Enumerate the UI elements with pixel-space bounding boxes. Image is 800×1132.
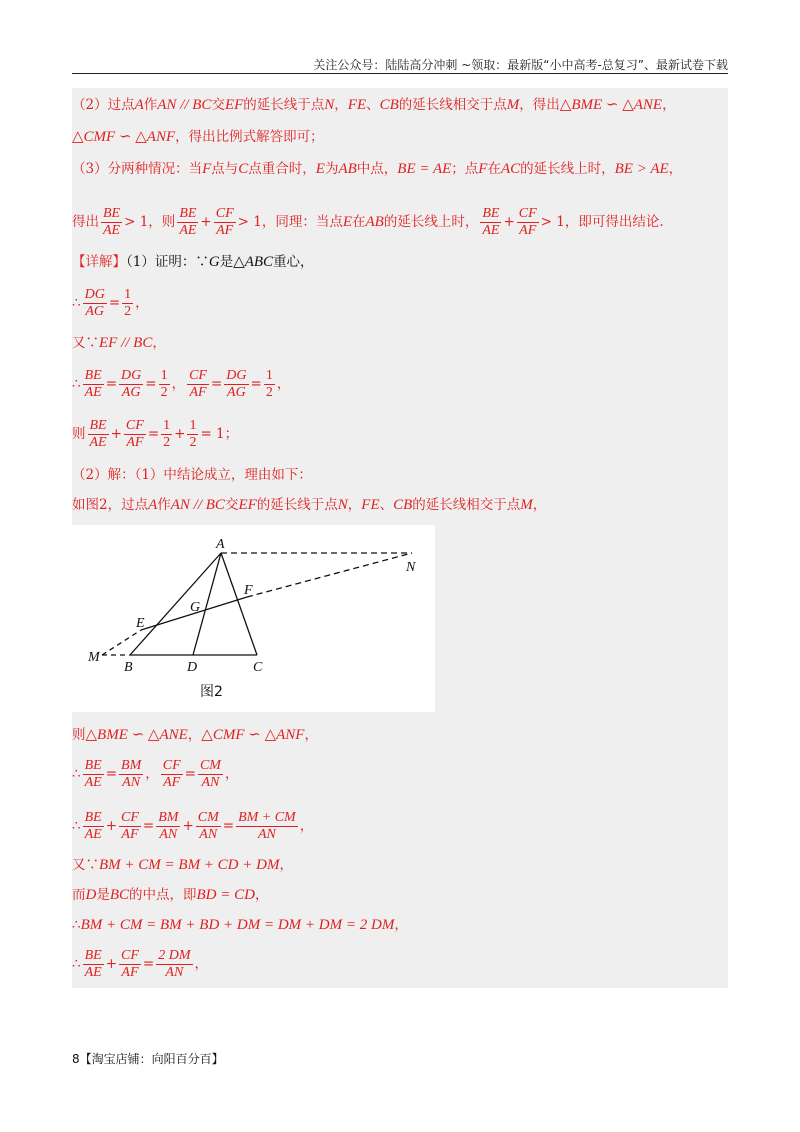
- denominator: AF: [216, 223, 234, 238]
- text: ，: [135, 295, 149, 311]
- denominator: AN: [165, 965, 184, 980]
- page-header: 关注公众号：陆陆高分冲刺 ~领取：最新版“小中高考-总复习”、最新试卷下载: [313, 58, 728, 72]
- label-M: M: [88, 650, 100, 665]
- numerator: BE: [84, 758, 102, 773]
- solution-panel: [72, 88, 728, 988]
- label-A: A: [216, 537, 225, 552]
- text: 的延长线于点: [243, 97, 325, 113]
- fraction: [480, 206, 501, 239]
- text: ，: [279, 857, 293, 873]
- denominator: AF: [189, 385, 207, 400]
- text: （2）解：（1）中结论成立，理由如下：: [72, 467, 312, 483]
- math: AB: [365, 214, 384, 230]
- text: 、: [379, 497, 394, 513]
- detail-line14: ∴ $\frac{BE}{AE}$ + $\frac{CF}{AF}$ = $\frac{2 DM}{AN}$ ，: [72, 948, 208, 980]
- detail-line8: [72, 726, 318, 744]
- numerator: CF: [215, 206, 234, 221]
- text: ，: [299, 818, 314, 834]
- text: 作: [143, 97, 158, 113]
- denominator: AG: [227, 385, 246, 400]
- fraction: [161, 418, 172, 451]
- denominator: 2: [265, 385, 273, 400]
- detail-line5: 则 $\frac{BE}{AE}$ + $\frac{CF}{AF}$ = $\frac{1}{2}$ + $\frac{1}{2}$ = 1；: [72, 418, 239, 450]
- detail-line12: [72, 886, 268, 904]
- therefore-symbol: ∴: [72, 376, 81, 392]
- math: FE: [361, 497, 380, 513]
- numerator: BE: [482, 206, 500, 221]
- numerator: 2 DM: [158, 948, 191, 963]
- denominator: AN: [201, 775, 220, 790]
- label-F: F: [244, 583, 253, 598]
- denominator: AN: [159, 827, 178, 842]
- label-G: G: [190, 600, 201, 615]
- fraction: [224, 368, 248, 401]
- math: BC: [109, 887, 130, 903]
- numerator: BM + CM: [238, 810, 296, 825]
- text: （3）分两种情况：当: [72, 161, 203, 177]
- detail-label: 【详解】: [72, 254, 126, 270]
- text: ；: [224, 426, 239, 442]
- text: 的延长线于点: [256, 497, 338, 513]
- detail-line4: ∴ $\frac{BE}{AE}$ = $\frac{DG}{AG}$ = $\frac{1}{2}$ ， $\frac{CF}{AF}$ = $\frac{DG}{AG}$ = $\frac{1}{2}$ ，: [72, 368, 291, 400]
- detail-line1: [72, 253, 314, 271]
- math: A: [134, 97, 144, 113]
- denominator: 2: [160, 385, 168, 400]
- numerator: CM: [199, 758, 221, 773]
- therefore-symbol: ∴: [72, 295, 81, 311]
- math: △BME ∽ △ANE: [559, 97, 663, 113]
- math: AC: [500, 161, 521, 177]
- denominator: AN: [122, 775, 141, 790]
- detail-line3: [72, 334, 166, 352]
- math: △BME ∽ △ANE: [85, 727, 188, 743]
- numerator: BM: [121, 758, 142, 773]
- numerator: 1: [124, 287, 132, 302]
- text: 得出: [72, 214, 99, 230]
- therefore-symbol: ∴: [72, 956, 81, 972]
- fraction: [264, 368, 275, 401]
- math: F: [478, 161, 488, 177]
- text: 的延长线上时，: [520, 161, 615, 177]
- text: ，得出: [519, 97, 560, 113]
- fraction: [83, 758, 104, 791]
- figure-caption: 图2: [200, 684, 223, 700]
- text: ，: [254, 887, 269, 903]
- fraction: [196, 810, 221, 843]
- fraction: [124, 418, 146, 451]
- detail-line2: [72, 287, 149, 320]
- header-rule: [72, 73, 728, 74]
- analysis-part3-line2: [72, 206, 664, 239]
- therefore-symbol: ∴: [72, 917, 81, 933]
- operator: =: [108, 295, 121, 311]
- fraction: [198, 758, 223, 791]
- denominator: AF: [126, 435, 144, 450]
- label-B: B: [124, 660, 133, 675]
- math: BE > AE: [614, 161, 669, 177]
- numerator: CF: [121, 810, 139, 825]
- extension-FN: [247, 553, 412, 597]
- text: 点与: [211, 161, 239, 177]
- math: FE: [347, 97, 367, 113]
- fraction: [156, 948, 192, 981]
- detail-line10: ∴ $\frac{BE}{AE}$ + $\frac{CF}{AF}$ = $\frac{BM}{AN}$ + $\frac{CM}{AN}$ = $\frac{BM + CM}{AN}$ ，: [72, 810, 314, 842]
- numerator: DG: [84, 287, 105, 302]
- math: EF // BC: [99, 335, 153, 351]
- denominator: 2: [189, 435, 197, 450]
- denominator: AG: [85, 304, 105, 319]
- denominator: 2: [163, 435, 171, 450]
- fraction: [83, 810, 104, 843]
- numerator: CF: [518, 206, 537, 221]
- fraction: [83, 368, 104, 401]
- text: 交: [211, 97, 225, 113]
- text: 交: [224, 497, 239, 513]
- text: 又∵: [72, 857, 99, 873]
- detail-line13: [72, 916, 408, 934]
- analysis-part2-line2: [72, 128, 324, 146]
- numerator: BE: [84, 368, 102, 383]
- text: 在: [487, 161, 501, 177]
- text: ，: [224, 766, 239, 782]
- math: BD = CD: [196, 887, 255, 903]
- text: = 1: [200, 426, 225, 442]
- text: 的中点，即: [129, 887, 197, 903]
- detail-line11: [72, 856, 293, 874]
- denominator: AF: [121, 965, 139, 980]
- math: △CMF ∽ △ANF: [72, 129, 176, 145]
- fraction: [119, 948, 141, 981]
- fraction: [156, 810, 180, 843]
- denominator: 2: [124, 304, 132, 319]
- math: AN // BC: [157, 97, 212, 113]
- numerator: BE: [84, 948, 102, 963]
- denominator: AN: [199, 827, 218, 842]
- fraction: [187, 368, 209, 401]
- math: CB: [393, 497, 413, 513]
- text: 则: [72, 426, 86, 442]
- text: 则: [72, 727, 86, 743]
- text: 点重合时，: [248, 161, 316, 177]
- math: M: [506, 97, 520, 113]
- text: 是: [219, 254, 234, 270]
- page-footer: 8【淘宝店铺：向阳百分百】: [72, 1052, 224, 1066]
- detail-line6: [72, 466, 312, 484]
- math: BM + CM = BM + BD + DM = DM + DM = 2 DM: [80, 917, 395, 933]
- fraction: [83, 287, 107, 320]
- numerator: BE: [179, 206, 197, 221]
- fraction: [236, 810, 298, 843]
- text: ，: [187, 727, 202, 743]
- text: ，: [304, 727, 318, 743]
- text: 又∵: [72, 335, 99, 351]
- analysis-part2-line1: [72, 96, 676, 114]
- text: ，: [532, 497, 547, 513]
- math: C: [238, 161, 249, 177]
- numerator: CF: [121, 948, 139, 963]
- numerator: BE: [103, 206, 121, 221]
- detail-line7: [72, 496, 546, 514]
- text: 、: [366, 97, 380, 113]
- denominator: AN: [257, 827, 276, 842]
- text: 的延长线相交于点: [412, 497, 521, 513]
- text: ，: [145, 766, 159, 782]
- math: N: [337, 497, 348, 513]
- numerator: 1: [160, 368, 168, 383]
- text: （2）过点: [72, 97, 135, 113]
- text: 而: [72, 887, 86, 903]
- operator: +: [200, 214, 212, 230]
- text: ，: [276, 376, 291, 392]
- text: > 1，即可得出结论.: [540, 214, 664, 230]
- denominator: AE: [84, 827, 102, 842]
- text: 的延长线上时，: [383, 214, 479, 230]
- therefore-symbol: ∴: [72, 818, 81, 834]
- math: BM + CM = BM + CD + DM: [99, 857, 280, 873]
- label-D: D: [187, 660, 198, 675]
- denominator: AE: [482, 223, 500, 238]
- denominator: AF: [163, 775, 181, 790]
- math: A: [148, 497, 158, 513]
- fraction: [101, 206, 122, 239]
- fraction: [161, 758, 183, 791]
- fraction: [122, 287, 133, 320]
- math: CB: [379, 97, 399, 113]
- denominator: AG: [121, 385, 141, 400]
- label-C: C: [253, 660, 263, 675]
- text: ，: [194, 956, 208, 972]
- text: 是: [96, 887, 110, 903]
- text: 为: [324, 161, 339, 177]
- fraction: [187, 418, 198, 451]
- text: > 1，则: [124, 214, 176, 230]
- denominator: AE: [103, 223, 121, 238]
- fraction: [119, 368, 143, 401]
- math: BE = AE: [397, 161, 452, 177]
- math: E: [315, 161, 325, 177]
- denominator: AE: [84, 385, 102, 400]
- math: EF: [224, 97, 244, 113]
- text: ，得出比例式解答即可；: [175, 129, 324, 145]
- math: △ABC: [233, 254, 274, 270]
- operator: +: [503, 214, 515, 230]
- text: （1）证明：∵: [126, 254, 209, 270]
- math: D: [85, 887, 97, 903]
- fraction: [83, 948, 104, 981]
- numerator: 1: [189, 418, 197, 433]
- numerator: BE: [84, 810, 102, 825]
- numerator: DG: [226, 368, 247, 383]
- denominator: AF: [519, 223, 537, 238]
- numerator: 1: [163, 418, 171, 433]
- numerator: CM: [197, 810, 219, 825]
- text: 中点，: [356, 161, 398, 177]
- math: EF: [238, 497, 257, 513]
- numerator: CF: [125, 418, 144, 433]
- denominator: AE: [89, 435, 107, 450]
- text: ，: [347, 497, 362, 513]
- numerator: BE: [89, 418, 107, 433]
- numerator: 1: [265, 368, 273, 383]
- geometry-diagram: [72, 525, 435, 712]
- math: N: [324, 97, 335, 113]
- text: ；点: [451, 161, 479, 177]
- denominator: AE: [84, 965, 102, 980]
- text: ，: [662, 97, 676, 113]
- numerator: CF: [162, 758, 181, 773]
- math: AN // BC: [170, 497, 225, 513]
- denominator: AE: [84, 775, 102, 790]
- therefore-symbol: ∴: [72, 766, 81, 782]
- text: ，: [394, 917, 408, 933]
- fraction: [214, 206, 236, 239]
- text: ，: [334, 97, 348, 113]
- numerator: BM: [158, 810, 179, 825]
- fraction: [159, 368, 170, 401]
- text: 在: [352, 214, 366, 230]
- text: ，: [668, 161, 683, 177]
- numerator: DG: [121, 368, 142, 383]
- fraction: [177, 206, 198, 239]
- text: ，: [152, 335, 166, 351]
- denominator: AF: [121, 827, 139, 842]
- text: > 1，同理：当点: [237, 214, 343, 230]
- fraction: [119, 758, 143, 791]
- detail-line9: ∴ $\frac{BE}{AE}$ = $\frac{BM}{AN}$ ， $\frac{CF}{AF}$ = $\frac{CM}{AN}$ ，: [72, 758, 239, 790]
- math: G: [208, 254, 220, 270]
- math: F: [202, 161, 212, 177]
- label-N: N: [406, 560, 416, 575]
- fraction: [88, 418, 109, 451]
- math: E: [342, 214, 352, 230]
- numerator: CF: [189, 368, 207, 383]
- math: M: [520, 497, 533, 513]
- math: AB: [338, 161, 357, 177]
- fraction: [119, 810, 141, 843]
- text: 重心，: [273, 254, 314, 270]
- analysis-part3-line1: [72, 160, 682, 178]
- math: △CMF ∽ △ANF: [201, 727, 305, 743]
- text: 的延长线相交于点: [398, 97, 507, 113]
- text: ，: [171, 376, 186, 392]
- figure-2: [72, 525, 435, 712]
- denominator: AE: [179, 223, 197, 238]
- text: 作: [157, 497, 171, 513]
- label-E: E: [136, 616, 145, 631]
- text: 如图2，过点: [72, 497, 149, 513]
- extension-ME: [102, 630, 141, 655]
- fraction: [517, 206, 539, 239]
